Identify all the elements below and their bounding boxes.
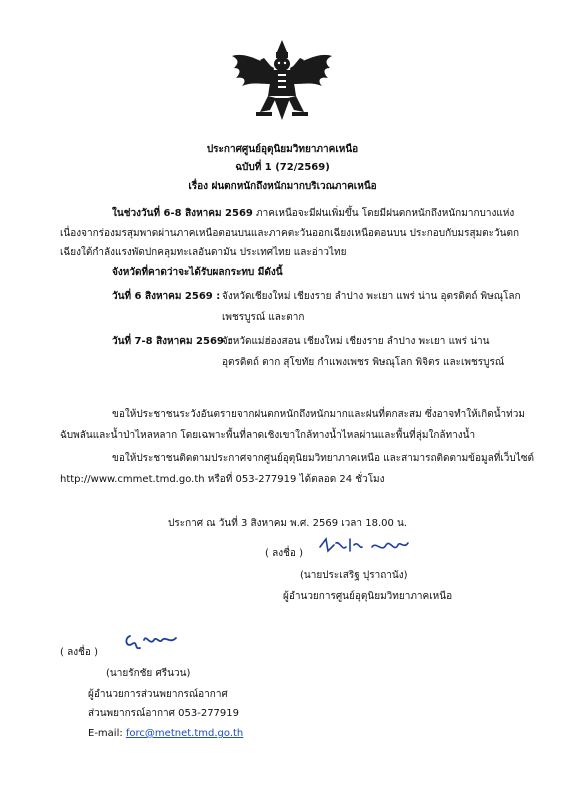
paragraph-1-line-3: เฉียงใต้กำลังแรงพัดปกคลุมทะเลอันดามัน ประเทศไทย และอ่าวไทย	[60, 247, 347, 258]
paragraph-3-line-2	[60, 473, 385, 487]
date-range-bold: ในช่วงวันที่ 6-8 สิงหาคม 2569	[112, 208, 253, 219]
paragraph-3-line-2-rest: หรือที่ 053-277919 ได้ตลอด 24 ชั่วโมง	[204, 474, 385, 485]
paragraph-2-line-1: ขอให้ประชาชนระวังอันตรายจากฝนตกหนักถึงหนักมากและฝนที่ตกสะสม ซึ่งอาจทำให้เกิดน้ำท่วม	[112, 409, 525, 420]
subject-line: เรื่อง ฝนตกหนักถึงหนักมากบริเวณภาคเหนือ	[188, 181, 377, 192]
day2-label: วันที่ 7-8 สิงหาคม 2569 :	[112, 336, 232, 347]
signer1-position: ผู้อำนวยการศูนย์อุตุนิยมวิทยาภาคเหนือ	[283, 591, 453, 602]
website-link[interactable]: http://www.cmmet.tmd.go.th	[60, 474, 205, 485]
paragraph-2-line-2: ฉับพลันและน้ำป่าไหลหลาก โดยเฉพาะพื้นที่ลาดเชิงเขาใกล้ทางน้ำไหลผ่านและพื้นที่ลุ่มใกล้ทางน้ำ	[60, 430, 476, 441]
garuda-emblem-icon	[230, 38, 334, 122]
issue-number: ฉบับที่ 1 (72/2569)	[235, 162, 330, 173]
signer2-phone: ส่วนพยากรณ์อากาศ 053-277919	[88, 708, 240, 719]
paragraph-1-line-1-rest: ภาคเหนือจะมีฝนเพิ่มขึ้น โดยมีฝนตกหนักถึงหนักมากบางแห่ง	[252, 208, 515, 219]
paragraph-3-line-1: ขอให้ประชาชนติดตามประกาศจากศูนย์อุตุนิยมวิทยาภาคเหนือ และสามารถติดตามข้อมูลที่เว็บไซต์	[112, 453, 535, 464]
signer2-position: ผู้อำนวยการส่วนพยากรณ์อากาศ	[88, 689, 228, 700]
signer2-name: (นายรักชัย ศรีนวน)	[106, 668, 191, 679]
affected-heading: จังหวัดที่คาดว่าจะได้รับผลกระทบ มีดังนี้	[112, 267, 283, 278]
email-label: E-mail:	[88, 728, 126, 739]
document-title: ประกาศศูนย์อุตุนิยมวิทยาภาคเหนือ	[206, 144, 359, 155]
email-link[interactable]: forc@metnet.tmd.go.th	[125, 728, 244, 739]
paragraph-1-line-2: เนื่องจากร่องมรสุมพาดผ่านภาคเหนือตอนบนและภาคตะวันออกเฉียงเหนือตอนบน ประกอบกับมรสุมตะวันตก	[60, 228, 520, 239]
signer1-sign-label: ( ลงชื่อ )	[265, 548, 303, 559]
signature-1-icon	[316, 533, 412, 559]
signature-2-icon	[120, 628, 182, 654]
signer2-sign-label: ( ลงชื่อ )	[60, 647, 98, 658]
day2-provinces-line-1: จังหวัดแม่ฮ่องสอน เชียงใหม่ เชียงราย ลำปาง พะเยา แพร่ น่าน	[222, 336, 490, 347]
paragraph-1-line-1	[112, 207, 514, 221]
day2-provinces-line-2: อุตรดิตถ์ ตาก สุโขทัย กำแพงเพชร พิษณุโลก พิจิตร และเพชรบูรณ์	[222, 357, 505, 368]
announcement-date: ประกาศ ณ วันที่ 3 สิงหาคม พ.ศ. 2569 เวลา 18.00 น.	[168, 518, 408, 529]
day1-provinces-line-2: เพชรบูรณ์ และตาก	[222, 312, 305, 323]
signer2-email-line	[88, 727, 243, 741]
day1-label: วันที่ 6 สิงหาคม 2569 :	[112, 291, 221, 302]
signer1-name: (นายประเสริฐ ปุราถานัง)	[300, 570, 408, 581]
day1-provinces-line-1: จังหวัดเชียงใหม่ เชียงราย ลำปาง พะเยา แพร่ น่าน อุตรดิตถ์ พิษณุโลก	[222, 291, 521, 302]
